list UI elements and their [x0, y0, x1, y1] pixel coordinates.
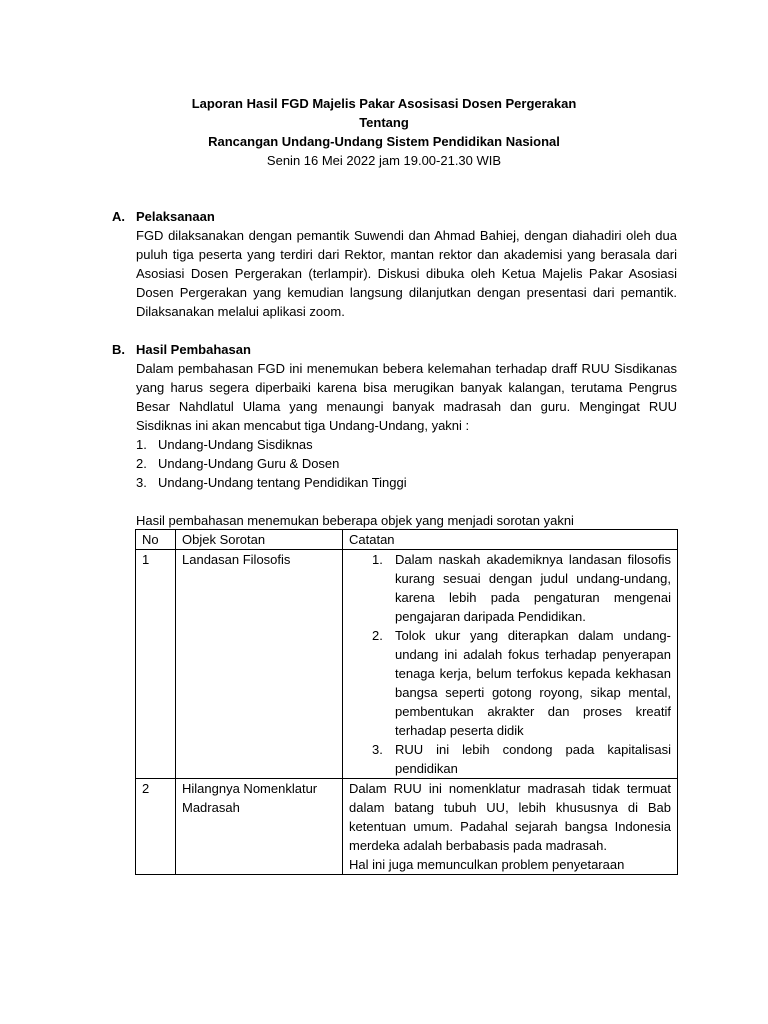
- table-row: [136, 550, 678, 779]
- header-no: No: [136, 530, 176, 550]
- report-subtitle-tentang: Tentang: [359, 115, 409, 130]
- section-a-title: Pelaksanaan: [136, 209, 215, 224]
- cell-objek: Landasan Filosofis: [176, 550, 343, 779]
- section-a-heading: [112, 207, 215, 226]
- cell-no: 2: [136, 779, 176, 875]
- section-a-paragraph: FGD dilaksanakan dengan pemantik Suwendi dan Ahmad Bahiej, dengan diahadiri oleh dua puluh tiga peserta yang terdiri dari Rektor, mantan rektor dan akademisi yang berasala dari Asosiasi Dosen Pergerakan (terlampir). Diskusi dibuka oleh Ketua Majelis Pakar Asosiasi Dosen Pergerakan yang kemudian langsung dilanjutkan dengan presentasi dari pemantik. Dilaksanakan melalui aplikasi zoom.: [136, 228, 677, 319]
- list-item: 1. Dalam naskah akademiknya landasan filosofis kurang sesuai dengan judul undang-undang, karena lebih pada pengaturan mengenai pengajaran daripada Pendidikan.: [372, 552, 671, 624]
- cell-no: 1: [136, 550, 176, 779]
- header-objek: Objek Sorotan: [176, 530, 343, 550]
- revoked-laws-list: [136, 435, 407, 492]
- section-b-heading: [112, 340, 251, 359]
- catatan-paragraph: Dalam RUU ini nomenklatur madrasah tidak termuat dalam batang tubuh UU, lebih khususnya di Bab ketentuan umum. Padahal sejarah bangsa Indonesia merdeka adalah berbabasis pada madrasah.: [349, 781, 671, 853]
- cell-catatan: [343, 779, 678, 875]
- section-b-letter: B.: [112, 342, 125, 357]
- catatan-paragraph: Hal ini juga memunculkan problem penyetaraan: [349, 857, 625, 872]
- table-header-row: [136, 530, 678, 550]
- sorotan-table: [135, 529, 678, 875]
- header-catatan: Catatan: [343, 530, 678, 550]
- section-b-title: Hasil Pembahasan: [136, 342, 251, 357]
- table-intro: Hasil pembahasan menemukan beberapa objek yang menjadi sorotan yakni: [136, 513, 574, 528]
- list-item: 3. RUU ini lebih condong pada kapitalisasi pendidikan: [372, 742, 671, 776]
- section-a-letter: A.: [112, 209, 125, 224]
- cell-catatan: [343, 550, 678, 779]
- document-header: [0, 94, 768, 170]
- list-item: 1. Undang-Undang Sisdiknas: [136, 437, 313, 452]
- section-b-paragraph: Dalam pembahasan FGD ini menemukan bebera kelemahan terhadap draff RUU Sisdikanas yang harus segera diperbaiki karena bisa merugikan banyak kalangan, terutama Pengrus Besar Nahdlatul Ulama yang menaungi banyak madrasah dan guru. Mengingat RUU Sisdiknas ini akan mencabut tiga Undang-Undang, yakni :: [136, 361, 677, 433]
- catatan-list: [349, 550, 671, 778]
- report-topic: Rancangan Undang-Undang Sistem Pendidikan Nasional: [208, 134, 560, 149]
- report-date: Senin 16 Mei 2022 jam 19.00-21.30 WIB: [266, 153, 502, 168]
- list-item: 2. Tolok ukur yang diterapkan dalam undang-undang ini adalah fokus terhadap penyerapan tenaga kerja, belum terfokus kepada kekhasan bangsa seperti gotong royong, sikap mental, pembentukan akrakter dan proses kreatif terhadap peserta didik: [372, 628, 671, 738]
- list-item: 2. Undang-Undang Guru & Dosen: [136, 456, 340, 471]
- table-row: [136, 779, 678, 875]
- cell-objek: Hilangnya Nomenklatur Madrasah: [176, 779, 343, 875]
- list-item: 3. Undang-Undang tentang Pendidikan Tinggi: [136, 475, 407, 490]
- report-title: Laporan Hasil FGD Majelis Pakar Asosisasi Dosen Pergerakan: [191, 96, 577, 111]
